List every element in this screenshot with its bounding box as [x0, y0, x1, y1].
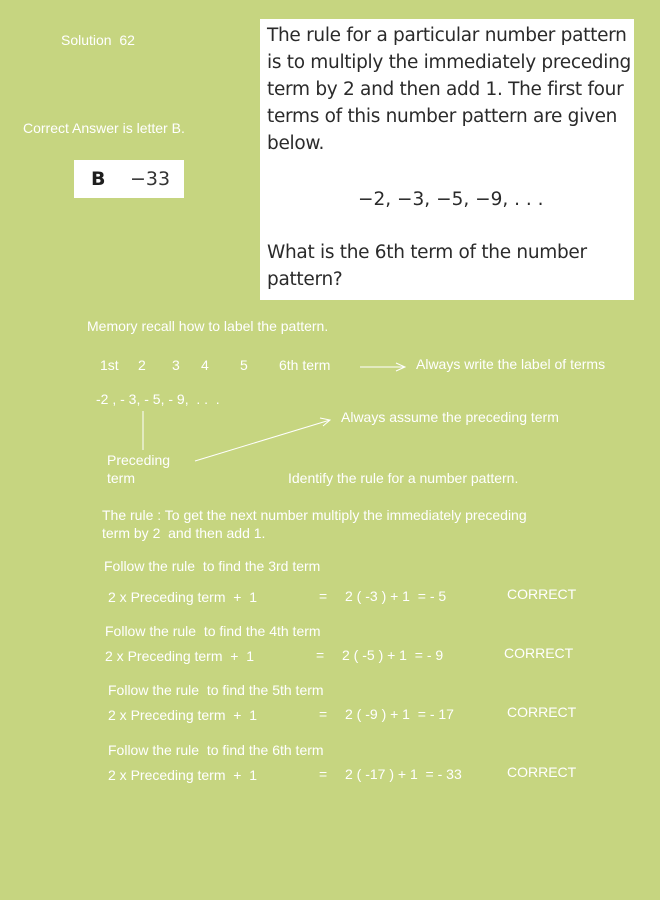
label-note: Always write the label of terms [416, 356, 606, 372]
step-formula: 2 x Preceding term + 1 [108, 707, 258, 723]
term-label-5: 5 [240, 357, 248, 373]
term-label-4: 4 [201, 357, 209, 373]
step-status: CORRECT [507, 764, 577, 780]
step-calc: 2 ( -3 ) + 1 = - 5 [345, 588, 447, 604]
solution-label: Solution 62 [61, 32, 135, 48]
question-ask: What is the 6th term of the number pattern? [267, 242, 587, 290]
step-equals: = [316, 647, 325, 663]
step-equals: = [319, 766, 328, 782]
step-calc: 2 ( -9 ) + 1 = - 17 [345, 706, 454, 722]
rule-line-2: term by 2 and then add 1. [102, 525, 266, 541]
term-label-2: 2 [138, 357, 146, 373]
step-formula: 2 x Preceding term + 1 [108, 589, 258, 605]
step-heading: Follow the rule to find the 4th term [105, 623, 321, 639]
step-calc: 2 ( -17 ) + 1 = - 33 [345, 766, 462, 782]
step-status: CORRECT [507, 704, 577, 720]
step-equals: = [319, 588, 328, 604]
preceding-label-line1: Preceding [107, 452, 171, 468]
rule-line-1: The rule : To get the next number multiply the immediately preceding [102, 507, 527, 523]
memory-recall-text: Memory recall how to label the pattern. [87, 318, 329, 334]
answer-value: −33 [130, 168, 171, 190]
step-heading: Follow the rule to find the 3rd term [104, 558, 321, 574]
step-status: CORRECT [507, 586, 577, 602]
correct-answer-text: Correct Answer is letter B. [23, 120, 185, 136]
arrow-to-assume-note [195, 420, 330, 461]
step-heading: Follow the rule to find the 5th term [108, 682, 324, 698]
step-status: CORRECT [504, 645, 574, 661]
question-paragraph: The rule for a particular number pattern is to multiply the immediately preceding term by 2 and then add 1. The first four terms of this number pattern are given below. [267, 25, 631, 154]
preceding-label-line2: term [107, 470, 135, 486]
assume-note: Always assume the preceding term [341, 409, 559, 425]
step-equals: = [319, 706, 328, 722]
sequence-line: -2 , - 3, - 5, - 9, . . . [96, 391, 220, 407]
identify-rule-text: Identify the rule for a number pattern. [288, 470, 519, 486]
term-label-6: 6th term [279, 357, 331, 373]
step-heading: Follow the rule to find the 6th term [108, 742, 324, 758]
step-calc: 2 ( -5 ) + 1 = - 9 [342, 647, 444, 663]
answer-letter: B [91, 168, 106, 190]
term-label-3: 3 [172, 357, 180, 373]
step-formula: 2 x Preceding term + 1 [108, 767, 258, 783]
question-sequence: −2, −3, −5, −9, . . . [358, 189, 544, 210]
term-label-1: 1st [100, 357, 119, 373]
step-formula: 2 x Preceding term + 1 [105, 648, 255, 664]
